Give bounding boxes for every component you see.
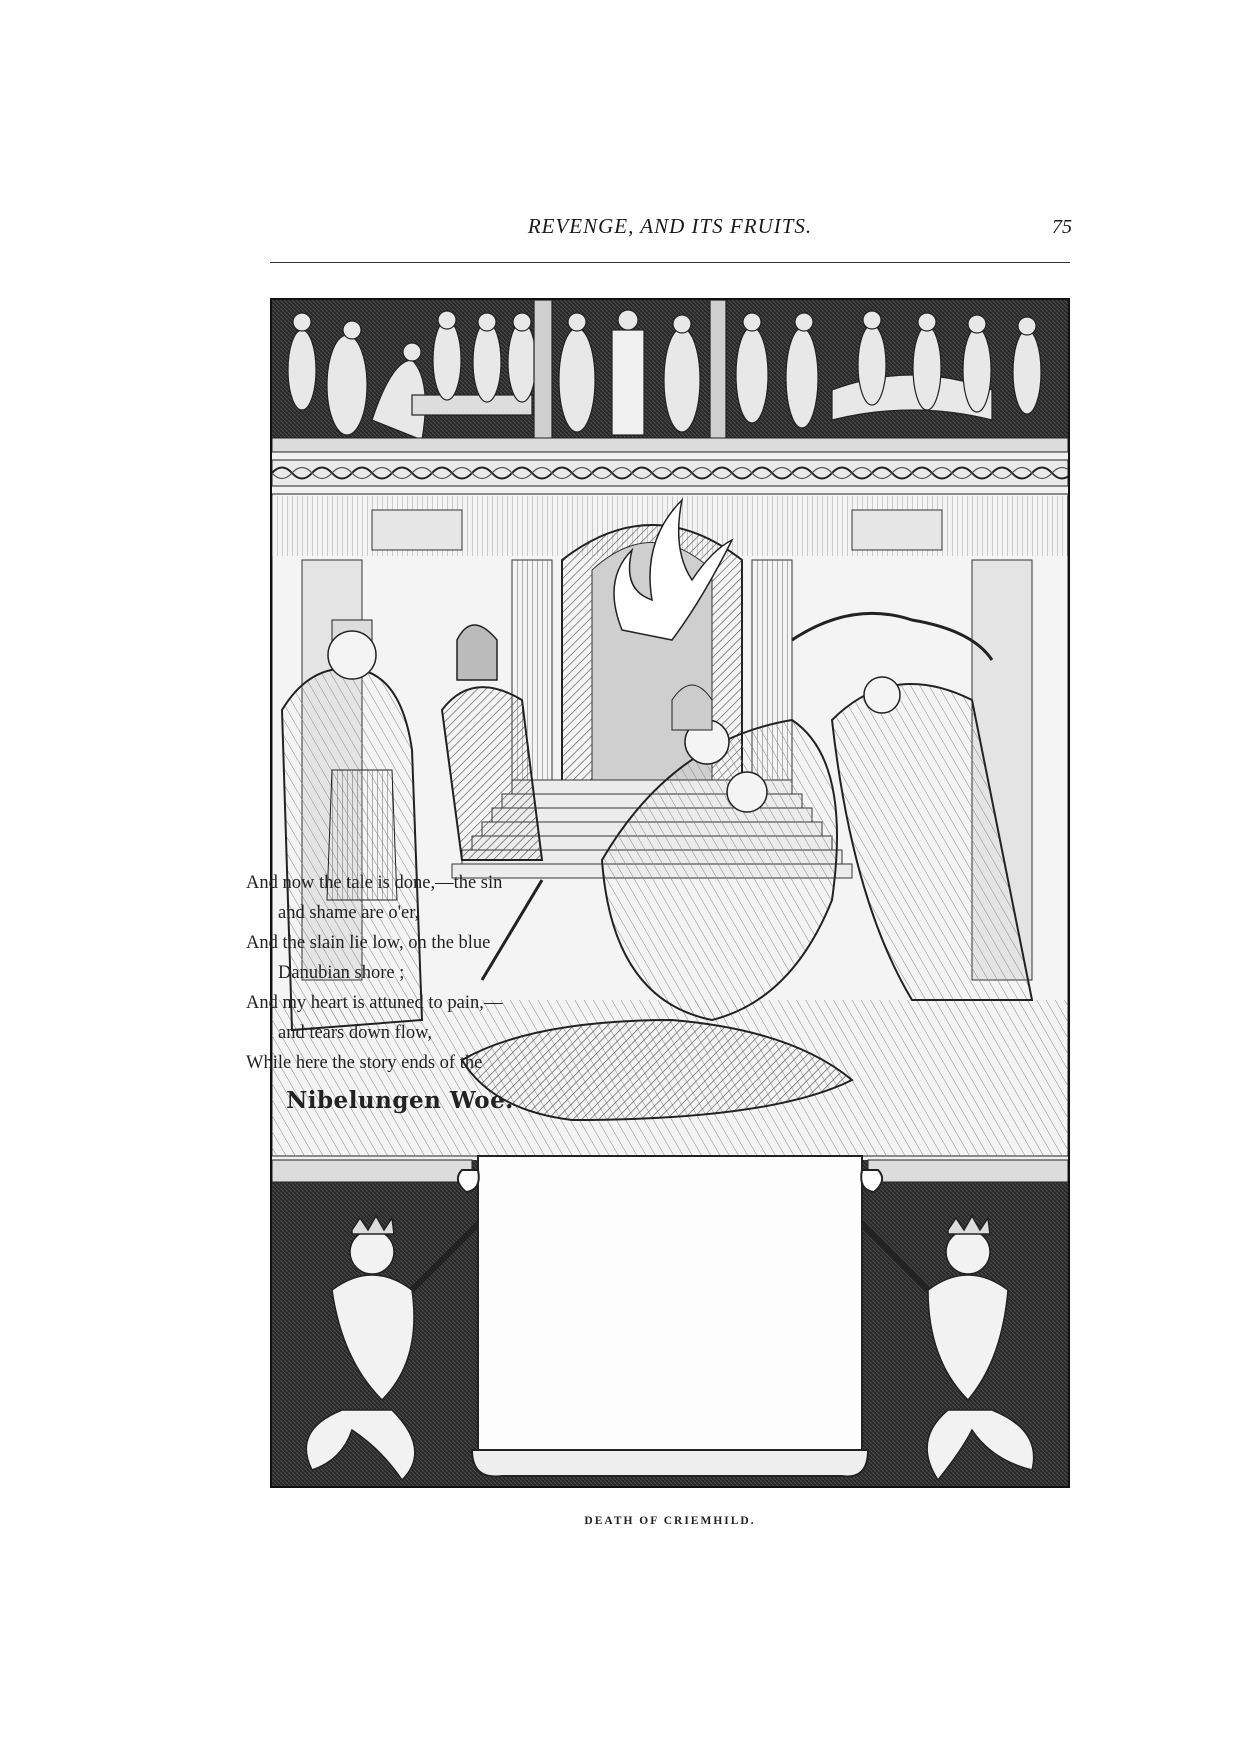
- top-frieze: [272, 300, 1068, 452]
- verse-line: And the slain lie low, on the blue: [246, 933, 491, 953]
- verse-line: And my heart is attuned to pain,—: [246, 993, 503, 1013]
- verse-block: [246, 868, 554, 1116]
- verse-line: While here the story ends of the: [246, 1053, 483, 1073]
- verse-final-line: Nibelungen Woe.: [286, 1087, 514, 1114]
- verse-scroll: [458, 1156, 882, 1476]
- verse-line: And now the tale is done,—the sin: [246, 873, 503, 893]
- verse-line: and shame are o'er,: [278, 903, 420, 923]
- lower-panel: [272, 1156, 1068, 1486]
- running-head: [270, 214, 1070, 244]
- ornament-band: [272, 460, 1068, 486]
- running-title: REVENGE, AND ITS FRUITS.: [527, 214, 813, 238]
- verse-line: and tears down flow,: [278, 1023, 432, 1043]
- page-number: 75: [1052, 216, 1072, 238]
- verse-line: Danubian shore ;: [278, 963, 405, 983]
- figure-caption: DEATH OF CRIEMHILD.: [584, 1515, 756, 1527]
- header-rule: [270, 262, 1070, 263]
